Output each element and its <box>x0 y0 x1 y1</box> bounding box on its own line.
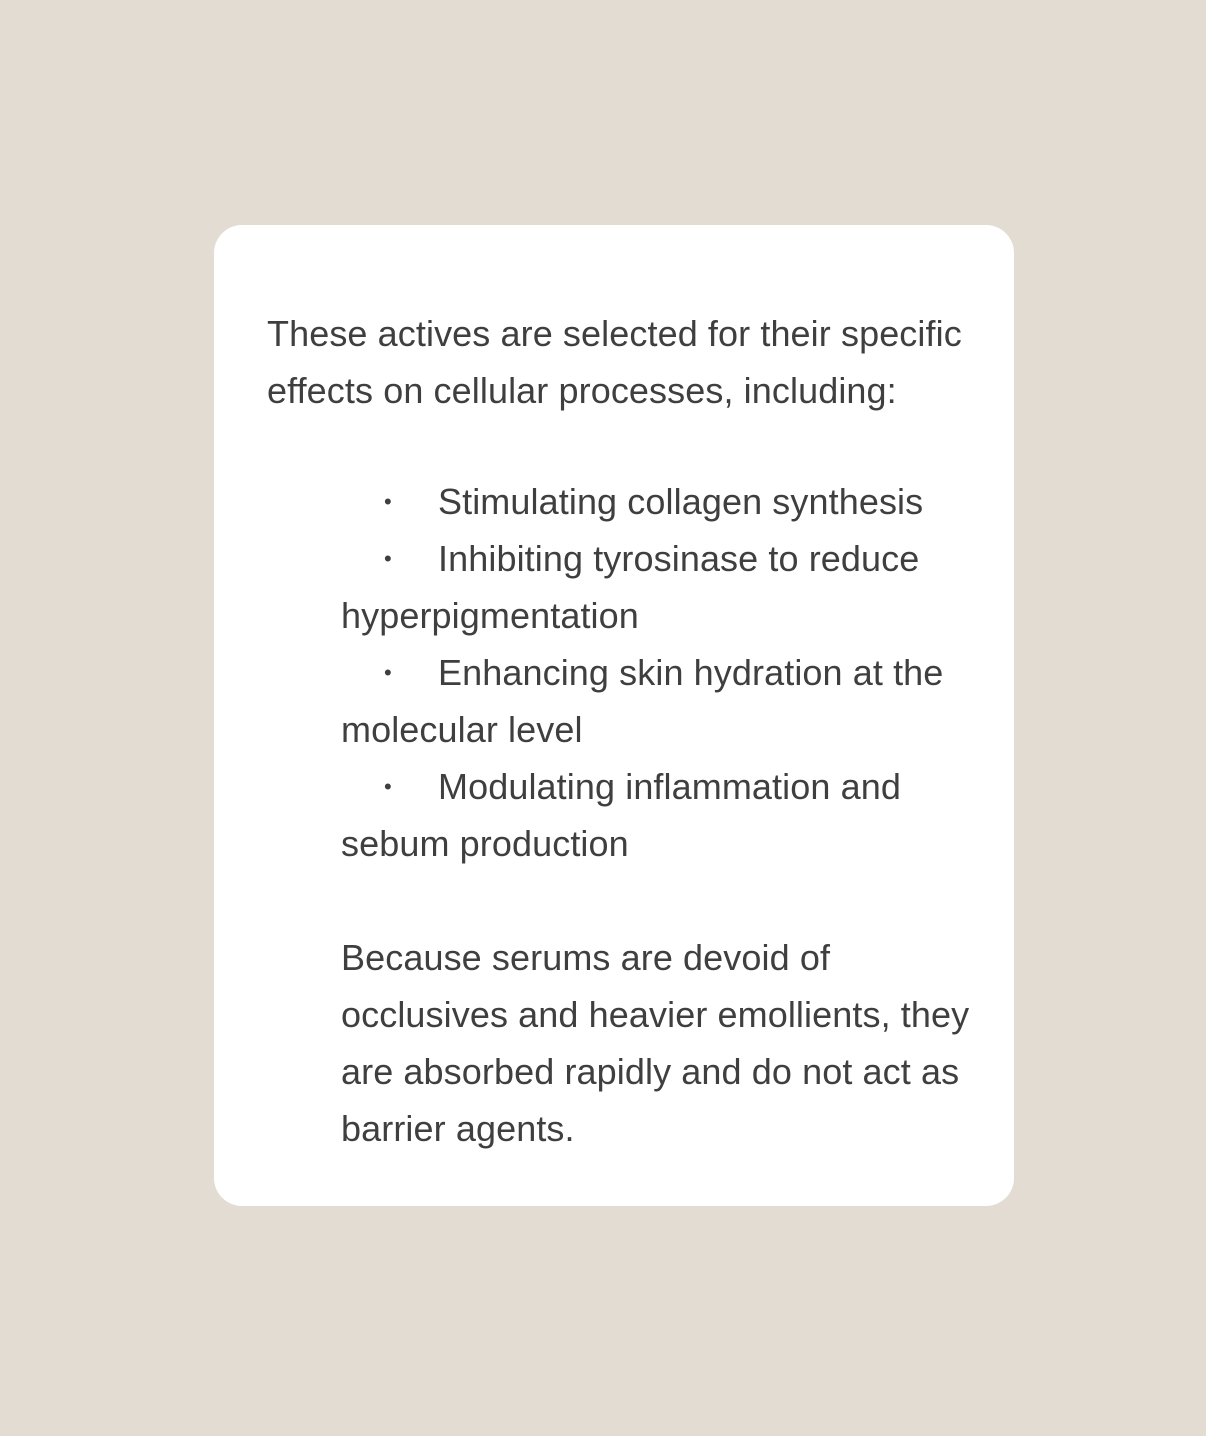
list-item <box>341 473 981 530</box>
clipped-text-fragment <box>274 225 954 241</box>
bullet-icon: • <box>384 546 392 571</box>
bullet-icon: • <box>384 489 392 514</box>
bullet-icon: • <box>384 774 392 799</box>
content-card <box>214 225 1014 1206</box>
bullet-icon: • <box>384 660 392 685</box>
list-item-text: Stimulating collagen synthesis <box>438 481 924 522</box>
list-item-text: Inhibiting tyrosinase to reduce hyperpigmentation <box>341 538 920 636</box>
list-item-text: Enhancing skin hydration at the molecular level <box>341 652 944 750</box>
closing-paragraph: Because serums are devoid of occlusives and heavier emollients, they are absorbed rapidly and do not act as barrier agents. <box>341 937 970 1149</box>
list-item <box>341 758 981 872</box>
intro-paragraph: These actives are selected for their specific effects on cellular processes, including: <box>267 313 962 411</box>
list-item <box>341 530 981 644</box>
effects-list <box>341 473 981 872</box>
list-item-text: Modulating inflammation and sebum production <box>341 766 901 864</box>
list-item <box>341 644 981 758</box>
